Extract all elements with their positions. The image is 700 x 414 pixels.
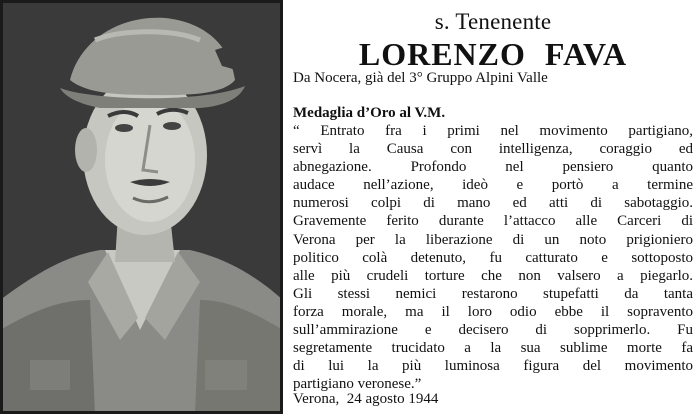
person-name: LORENZO FAVA [358,36,628,72]
date-line: Verona, 24 agosto 1944 [293,391,439,407]
rank-title: s. Tenenente [434,9,552,34]
portrait-photo [0,0,283,414]
citation-line: di lui la più luminosa figura del movimento [293,358,693,375]
origin-line: Da Nocera, già del 3° Gruppo Alpini Valle [293,70,548,86]
citation-line: servì la Causa con intelligenza, coraggio ed [293,141,693,158]
citation-text [293,122,693,393]
citation-line: alle più crudeli torture che non valsero a piegarlo. [293,267,693,284]
citation-line: segretamente trucidato a la sua sublime morte fa [293,340,693,357]
citation-line: audace nell’azione, ideò e portò a termine [293,177,693,194]
citation-line: forza morale, ma il loro odio ebbe il sopravento [293,303,693,320]
citation-line: politico colà detenuto, fu catturato e sottoposto [293,249,693,266]
medal-heading: Medaglia d’Oro al V.M. [293,105,446,121]
citation-line: sull’ammirazione e decisero di sopprimerlo. Fu [293,322,693,339]
citation-line: abnegazione. Profondo nel pensiero quanto [293,159,693,176]
citation-line: Verona per la liberazione di un noto prigioniero [293,231,693,248]
citation-panel [292,0,694,414]
citation-line: “ Entrato fra i primi nel movimento partigiano, [293,123,693,139]
citation-line: numerosi colpi di mano ed atti di sabotaggio. [293,195,693,212]
citation-line: Gli stessi nemici restarono stupefatti da tanta [293,285,693,302]
citation-line: Gravemente ferito durante l’attacco alle Carceri di [293,213,693,230]
citation-line: partigiano veronese.” [293,376,422,393]
portrait-illustration [0,0,283,414]
